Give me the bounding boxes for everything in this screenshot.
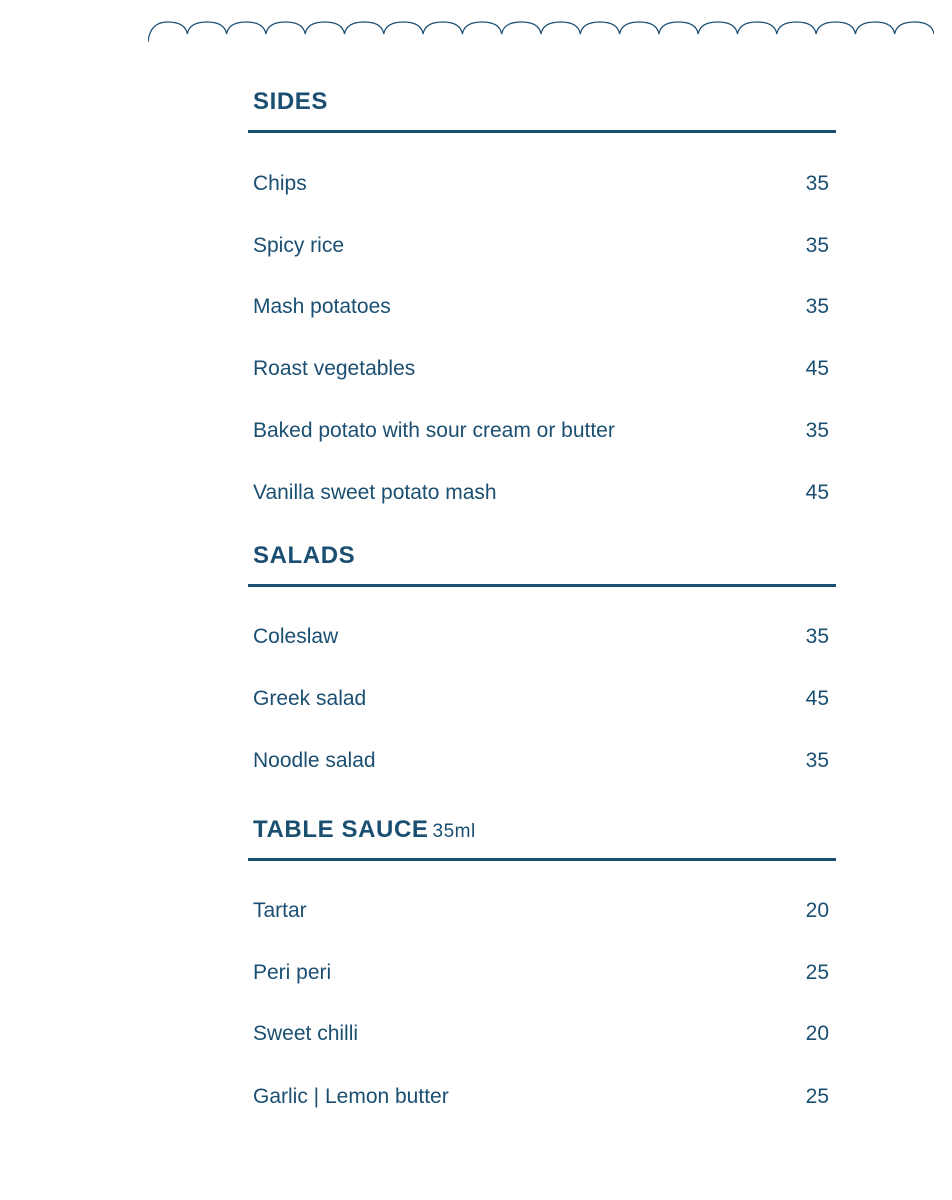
item-price: 35 <box>805 234 829 257</box>
item-price: 20 <box>805 899 829 922</box>
menu-item <box>248 419 836 449</box>
item-price: 20 <box>805 1022 829 1045</box>
section-header <box>248 534 836 587</box>
menu-item <box>248 687 836 717</box>
section-unit: 35ml <box>432 821 476 842</box>
item-name: Vanilla sweet potato mash <box>253 481 497 504</box>
menu-item <box>248 961 836 991</box>
menu-item <box>248 295 836 325</box>
item-price: 45 <box>805 481 829 504</box>
scallop-border-decoration <box>148 16 934 46</box>
item-price: 35 <box>805 172 829 195</box>
menu-item <box>248 481 836 511</box>
item-price: 45 <box>805 357 829 380</box>
item-name: Coleslaw <box>253 625 339 648</box>
menu-item <box>248 1022 836 1052</box>
item-name: Mash potatoes <box>253 295 391 318</box>
item-price: 35 <box>805 749 829 772</box>
item-price: 35 <box>805 625 829 648</box>
item-name: Garlic | Lemon butter <box>253 1085 449 1108</box>
item-name: Tartar <box>253 899 307 922</box>
menu-item <box>248 1085 836 1115</box>
item-price: 35 <box>805 295 829 318</box>
section-header <box>248 80 836 133</box>
item-price: 25 <box>805 1085 829 1108</box>
item-price: 35 <box>805 419 829 442</box>
menu-item <box>248 899 836 929</box>
section-sides <box>248 80 836 133</box>
item-name: Roast vegetables <box>253 357 416 380</box>
item-name: Chips <box>253 172 307 195</box>
section-salads <box>248 534 836 587</box>
section-table-sauce <box>248 808 836 861</box>
menu-item <box>248 172 836 202</box>
menu-item <box>248 749 836 779</box>
item-name: Spicy rice <box>253 234 345 257</box>
item-price: 25 <box>805 961 829 984</box>
menu-item <box>248 625 836 655</box>
item-name: Sweet chilli <box>253 1022 359 1045</box>
item-name: Peri peri <box>253 961 332 984</box>
item-name: Noodle salad <box>253 749 376 772</box>
item-name: Baked potato with sour cream or butter <box>253 419 615 442</box>
section-title: SALADS <box>253 542 356 569</box>
menu-item <box>248 234 836 264</box>
menu-item <box>248 357 836 387</box>
section-title: TABLE SAUCE 35ml <box>253 816 476 843</box>
item-price: 45 <box>805 687 829 710</box>
section-header <box>248 808 836 861</box>
item-name: Greek salad <box>253 687 367 710</box>
section-title: SIDES <box>253 88 329 115</box>
